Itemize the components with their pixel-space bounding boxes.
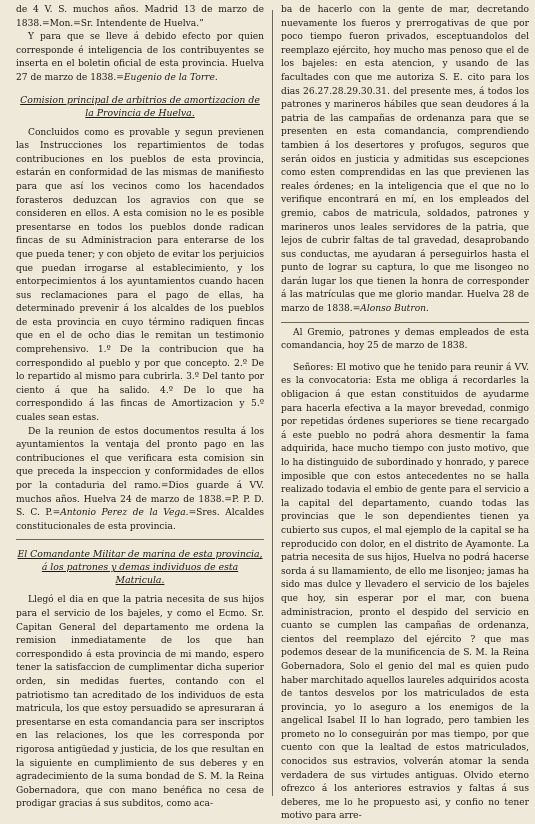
- signature-perez-vega: Antonio Perez de la Vega.: [60, 508, 189, 519]
- paragraph-publication-notice: [16, 31, 264, 85]
- paragraph-repartimientos: Concluidos como es provable y segun previenen las Instrucciones los repartimientos de todas contribuciones en los pueblos de esta provincia, estarán en conformidad de las mismas de manifiesto para que así los vecinos como los hacendados forasteros deduzcan los agravios con que se consideren en ellos. A esta comision no le es posible presentarse en todos los pueblos donde radican fincas de su Administracion para enterarse de los que pueda tener; y con objeto de evitar los perjuicios que puedan irrogarse al establecimiento, y los entorpecimientos á los ayuntamientos cuando hacen sus reclamaciones para el pago de ellas, ha determinado prevenir á los alcaldes de los pueblos de esta provincia en cuyo término radiquen fincas que en el de ocho dias le remitan un testimonio comprehensivo. 1.º De la contribucion que ha correspondido al pueblo y por que concepto. 2.º De lo repartido al mismo para cubrirla. 3.º Del tanto por ciento á que ha salido. 4.º De lo que ha correspondido á las fincas de Amortizacion y 5.º cuales sean estas.: [16, 127, 264, 424]
- right-column: [281, 4, 529, 822]
- documentos-text: De la reunion de estos documentos resulta á los ayuntamientos la ventaja del pronto pago en las contribuciones el que verificara esta comision sin que preceda la inspeccion y conformidades de ellos por la contaduria del ramo.=Dios guarde á VV. muchos años. Huelva 24 de marzo de 1838.=P. P. D. S. C. P.=: [16, 426, 264, 519]
- paragraph-documentos: [16, 426, 264, 535]
- signature-butron: =Alonso Butron.: [352, 304, 429, 315]
- section-divider-right: [281, 322, 529, 323]
- paragraph-discurso: Señores: El motivo que he tenido para reunir á VV. es la convocatoria: Esta me obliga á recordarles la obligacion á que estan constituidos de ayudarme para hacerla efectiva a la mayor brevedad, conmigo por repetidas órdenes superiores se tiene recargado á este pueblo no podrá ahora desmentir la fama adquirida, hace mucho tiempo con justo motivo, que lo ha distinguido de subordinado y honrado, y parece imposible que con estos antecedentes no se halla realizado todavia el embio de gente para el servicio a la capital del departamento, cuando todas las provincias que le son dependientes tienen ya cubierto sus cupos, el mal ejemplo de la capital se ha reproducido con dolor, en el distrito de Ayamonte. La patria necesita de sus hijos, Huelva no podrá hacerse sorda á su llamamiento, de ello me lisonjeo; jamas ha sido mas dulce y llevadero el servicio de los bajeles que hoy, sin esperar por el mar, con buena administracion, pronto el despido del servicio en cuanto se cumplen las campañas de ordenanza, cientos del reemplazo del ejército ? que mas podemos desear de la munificencia de S. M. la Reina Gobernadora, Solo el genio del mal es quien pudo haber marchitado aquellos laureles adquiridos acosta de tantos desvelos por los matriculados de esta provincia, yo lo aseguro a los enemigos de la angelical Isabel II lo han logrado, pero tambien les prometo no lo conseguirán por mas tiempo, por que cuento con que la lealtad de estos matriculados, conocidos sus estravios, volverán atomar la senda verdadera de sus virtudes antiguas. Olvido eterno ofrezco á los anteriores estravios y faltas á sus deberes, me lo he propuesto asi, y confio no tener motivo para arre-: [281, 362, 529, 822]
- heading-comision-amortizacion: Comision principal de arbitrios de amortizacion de la Provincia de Huelva.: [20, 94, 260, 119]
- paragraph-llamamiento: Llegó el dia en que la patria necesita de sus hijos para el servicio de los bajeles, y como el Ecmo. Sr. Capitan General del departamento me ordena la remision inmediatamente de los que han correspondido á esta provincia de mi mando, espero tener la satisfaccion de cumplimentar dicha superior orden, sin medidas fuertes, contando con el patriotismo tan acreditado de los individuos de esta matricula, los que estoy persuadido se apresuraran á presentarse en esta comandancia para ser inscriptos en las relaciones, los que les corresponda por rigorosa antigüedad y justicia, de los que resultan en la siguiente en cumplimiento de sus deberes y en agradecimiento de la suma bondad de S. M. la Reina Gobernadora, que con mano benéfica no cesa de prodigar gracias á sus subditos, como aca-: [16, 595, 264, 810]
- section-divider: [16, 539, 264, 540]
- documentos-tail: =Sres. Alcaldes constitucionales de esta provincia.: [16, 508, 265, 532]
- left-column: [16, 4, 265, 810]
- paragraph-gremio-heading: Al Gremio, patrones y demas empleados de esta comandancia, hoy 25 de marzo de 1838.: [281, 327, 529, 352]
- column-rule: [272, 10, 273, 796]
- paragraph-closing-letter: de 4 V. S. muchos años. Madrid 13 de marzo de 1838.=Mon.=Sr. Intendente de Huelva.”: [16, 5, 264, 29]
- decreto-text: ba de hacerlo con la gente de mar, decretando nuevamente los fueros y prerrogativas de que por poco tiempo fueron privados, esceptuandolos del reemplazo ejército, hoy mucho mas penoso que el de los bajeles: en esta atencion, y usando de las facultades con que me autoriza S. E. cito para los dias 26.27.28.29.30.31. del presente mes, á todos los patrones y marineros hábiles que sean deudores á la patria de las campañas de ordenanza para que se presenten en esta comandancia, comprendiendo tambien á los desertores y profugos, seguros que serán oidos en justicia y admitidas sus escepciones como esten comprendidas en las que previenen las reales órdenes; en la inteligencia que el que no lo verifique encontrará en mí, en los empleados del gremio, cabos de matricula, soldados, patrones y marineros unos leales servidores de la patria, que lejos de cubrir faltas de tal gravedad, desaprobando sus conductas, me ayudaran á perseguirlos hasta el punto de lograr su captura, lo que me lisongeo no darán lugar los que tienen la honra de corresponder á las matrículas que me glorio mandar. Huelva 28 de marzo de 1838.: [281, 5, 529, 315]
- notice-text: Y para que se lleve á debido efecto por quien corresponde é inteligencia de los contribuyentes se inserta en el boletin oficial de esta provincia. Huelva 27 de marzo de 1838.: [16, 32, 264, 83]
- heading-comandante-militar: El Comandante Militar de marina de esta provincia, á los patrones y demas individuos de esta Matricula.: [17, 549, 263, 587]
- paragraph-decreto: [281, 4, 529, 317]
- signature-torre: =Eugenio de la Torre.: [116, 72, 218, 83]
